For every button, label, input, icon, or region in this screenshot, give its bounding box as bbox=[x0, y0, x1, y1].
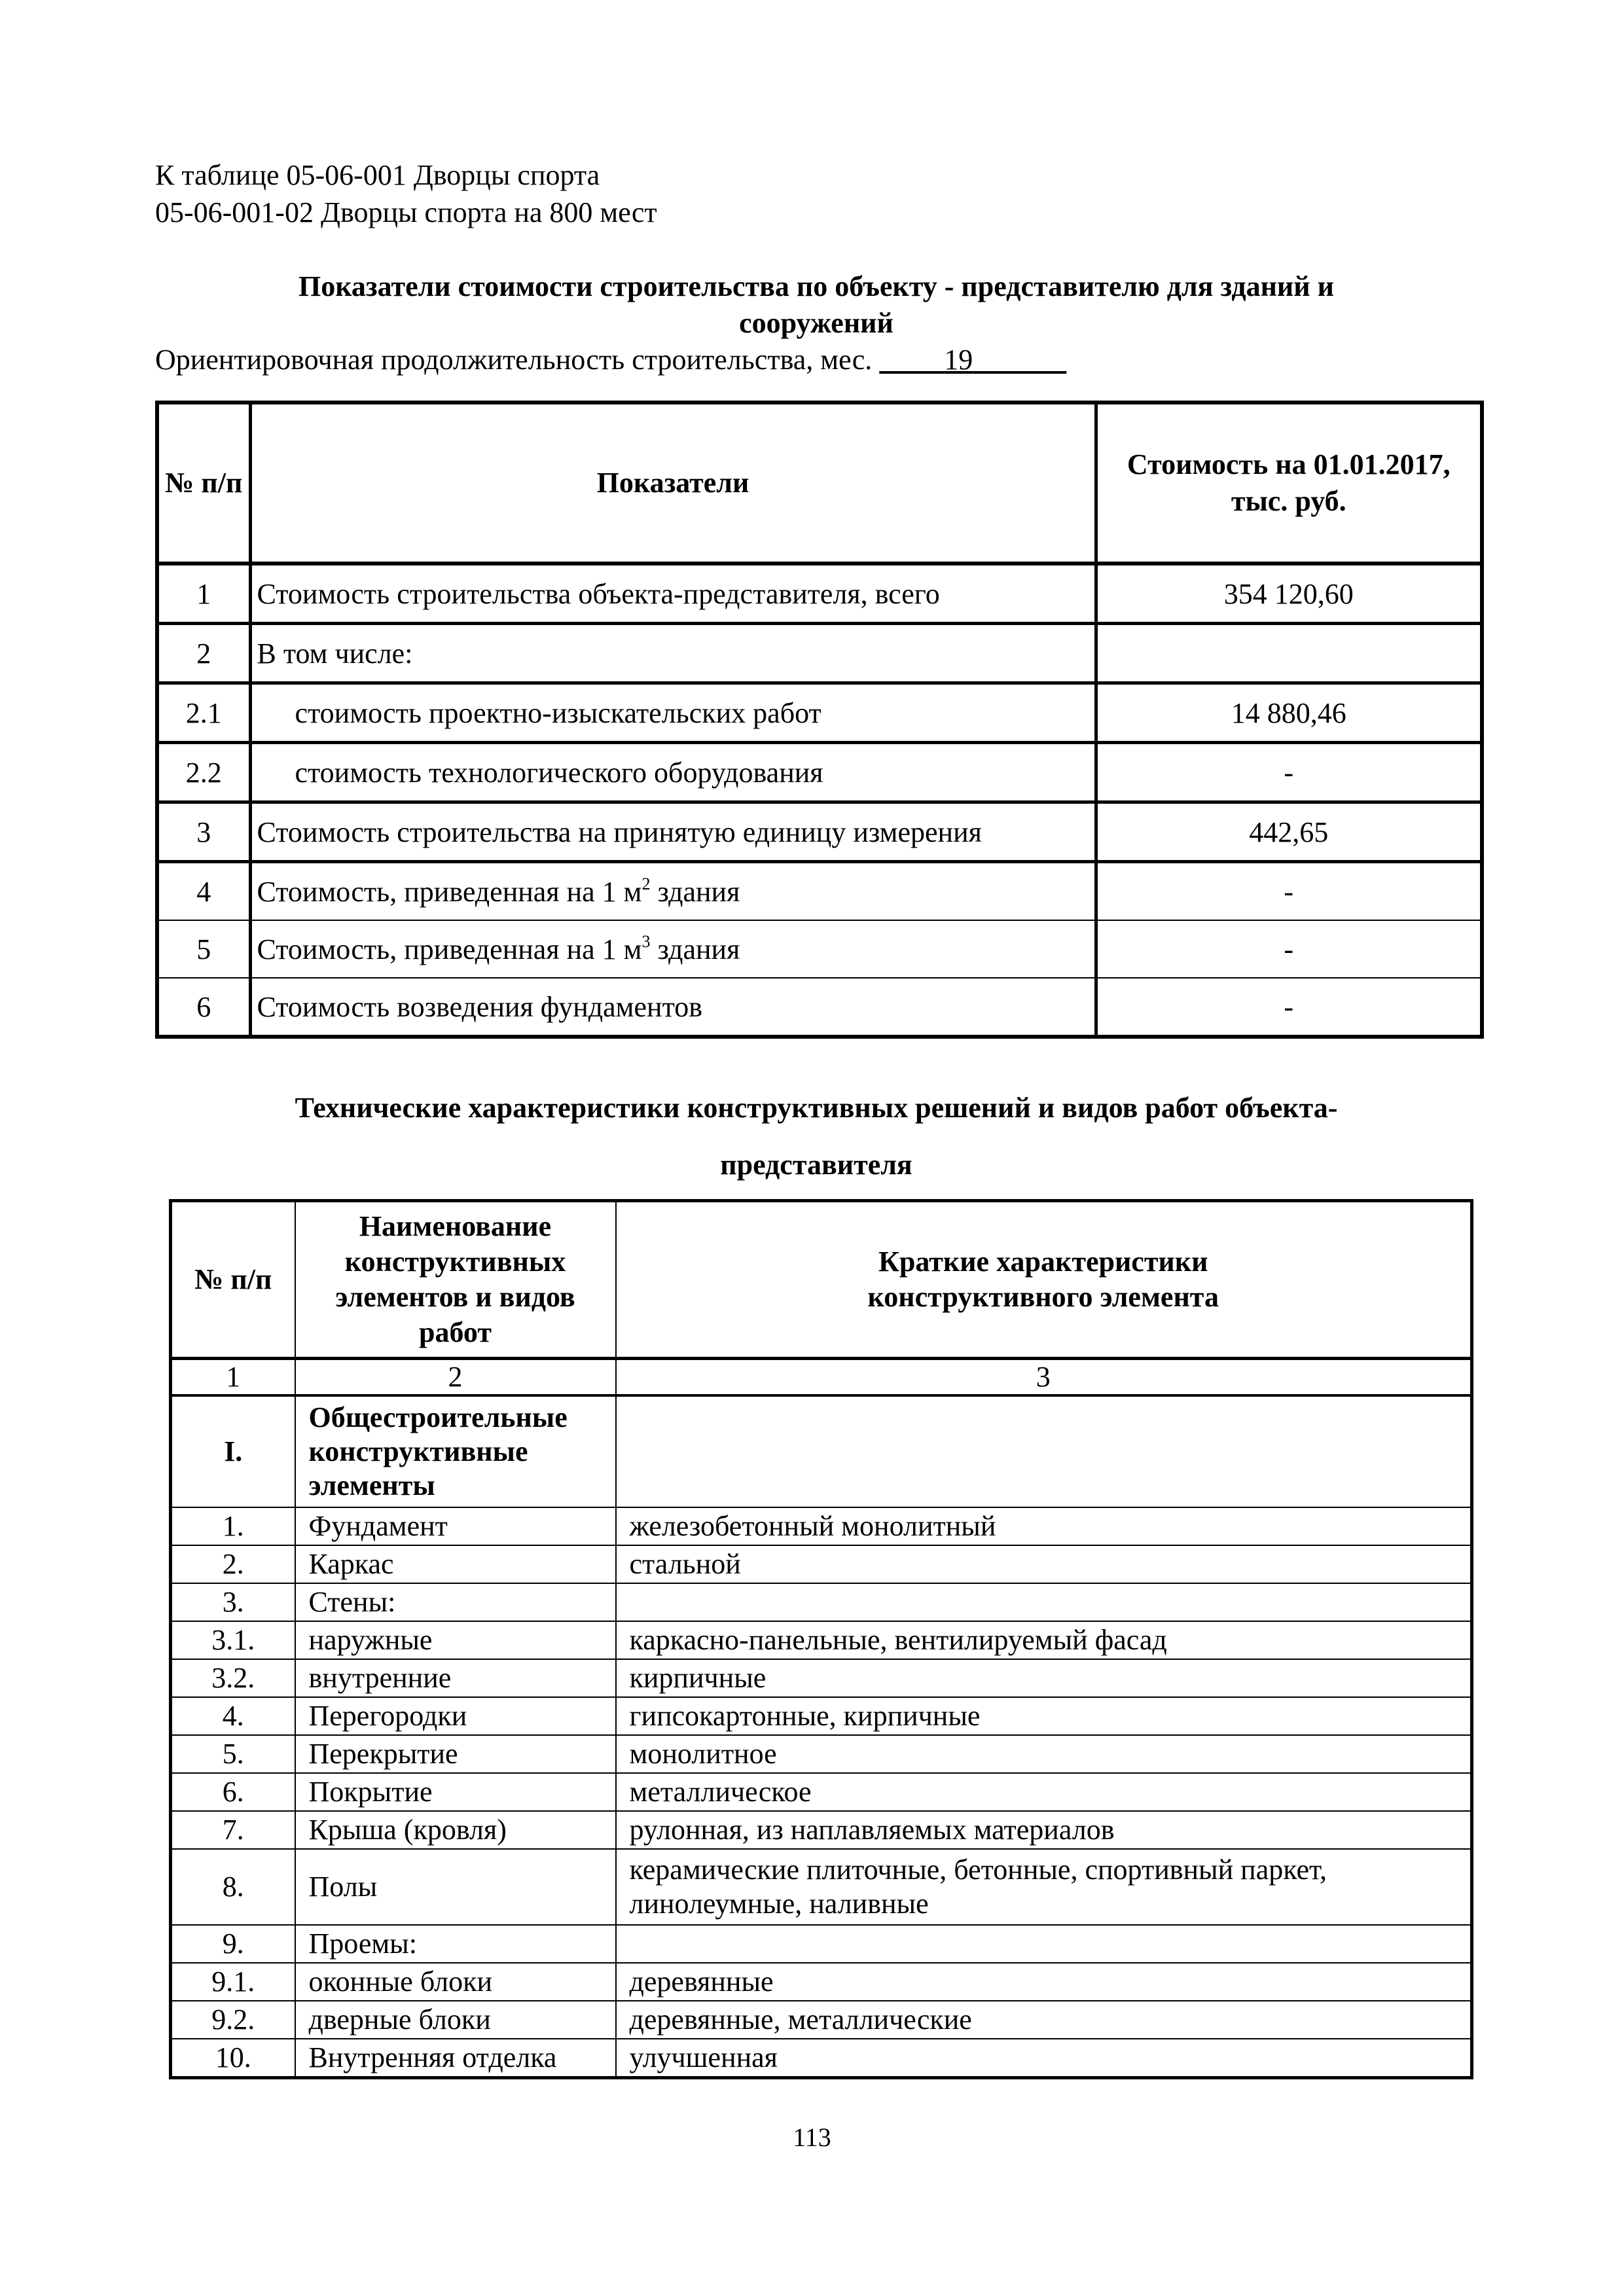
row-name: наружные bbox=[295, 1621, 616, 1659]
section1-title-line1: Показатели стоимости строительства по объекту - представителю для зданий и bbox=[298, 270, 1334, 302]
row-name: Стоимость строительства на принятую единицу измерения bbox=[250, 802, 1096, 862]
column-number-row bbox=[171, 1359, 1472, 1396]
table-row bbox=[171, 1697, 1472, 1735]
table-row bbox=[157, 683, 1482, 743]
row-name: Покрытие bbox=[295, 1773, 616, 1811]
row-desc: монолитное bbox=[616, 1735, 1472, 1773]
row-num: 9.2. bbox=[171, 2001, 295, 2039]
row-desc: деревянные, металлические bbox=[616, 2001, 1472, 2039]
row-name: Стены: bbox=[295, 1583, 616, 1621]
row-value: 14 880,46 bbox=[1096, 683, 1482, 743]
table-row bbox=[171, 1735, 1472, 1773]
row-num: 5. bbox=[171, 1735, 295, 1773]
section1-title-line2: сооружений bbox=[739, 307, 893, 339]
table-row bbox=[171, 1811, 1472, 1849]
row-name: Крыша (кровля) bbox=[295, 1811, 616, 1849]
row-name: стоимость проектно-изыскательских работ bbox=[250, 683, 1096, 743]
row-num: 8. bbox=[171, 1849, 295, 1925]
row-num: 3 bbox=[157, 802, 250, 862]
row-name: Общестроительные конструктивные элементы bbox=[295, 1395, 616, 1507]
table-row bbox=[171, 1545, 1472, 1583]
col-indicator-header: Показатели bbox=[250, 403, 1096, 564]
row-desc: каркасно-панельные, вентилируемый фасад bbox=[616, 1621, 1472, 1659]
col-num-header: № п/п bbox=[171, 1201, 295, 1359]
table-row bbox=[171, 1773, 1472, 1811]
row-name: Внутренняя отделка bbox=[295, 2039, 616, 2078]
table-header-row bbox=[171, 1201, 1472, 1359]
table-row bbox=[157, 978, 1482, 1037]
row-desc: гипсокартонные, кирпичные bbox=[616, 1697, 1472, 1735]
row-desc: керамические плиточные, бетонные, спортивный паркет, линолеумные, наливные bbox=[616, 1849, 1472, 1925]
row-desc bbox=[616, 1583, 1472, 1621]
table-row bbox=[157, 624, 1482, 683]
row-num: 6 bbox=[157, 978, 250, 1037]
row-num: 1. bbox=[171, 1507, 295, 1545]
cost-indicators-table bbox=[155, 401, 1484, 1039]
row-desc bbox=[616, 1395, 1472, 1507]
row-name: внутренние bbox=[295, 1659, 616, 1697]
section2-title-line1: Технические характеристики конструктивных решений и видов работ объекта- bbox=[295, 1092, 1338, 1124]
section-row bbox=[171, 1395, 1472, 1507]
row-name: Перегородки bbox=[295, 1697, 616, 1735]
table-row bbox=[157, 564, 1482, 624]
row-num: 9.1. bbox=[171, 1963, 295, 2001]
table-row bbox=[157, 802, 1482, 862]
row-name: стоимость технологического оборудования bbox=[250, 743, 1096, 802]
table-reference: К таблице 05-06-001 Дворцы спорта bbox=[155, 159, 600, 191]
row-num: 7. bbox=[171, 1811, 295, 1849]
duration-value: 19 bbox=[944, 344, 973, 376]
object-code-title: 05-06-001-02 Дворцы спорта на 800 мест bbox=[155, 196, 657, 228]
row-desc: железобетонный монолитный bbox=[616, 1507, 1472, 1545]
col-number: 3 bbox=[616, 1359, 1472, 1396]
table-row bbox=[171, 2039, 1472, 2078]
duration-label: Ориентировочная продолжительность строительства, мес. bbox=[155, 344, 873, 376]
table-row bbox=[157, 920, 1482, 978]
row-desc: металлическое bbox=[616, 1773, 1472, 1811]
row-name: Стоимость, приведенная на 1 $м^2$ здания bbox=[250, 862, 1096, 921]
row-num: 1 bbox=[157, 564, 250, 624]
row-name: Фундамент bbox=[295, 1507, 616, 1545]
col-cost-header: Стоимость на 01.01.2017, тыс. руб. bbox=[1096, 403, 1482, 564]
row-desc: улучшенная bbox=[616, 2039, 1472, 2078]
table-row bbox=[171, 1583, 1472, 1621]
table-row bbox=[157, 743, 1482, 802]
row-num: 3.2. bbox=[171, 1659, 295, 1697]
page-number: 113 bbox=[793, 2123, 831, 2152]
col-number: 2 bbox=[295, 1359, 616, 1396]
row-name: Проемы: bbox=[295, 1925, 616, 1963]
table-row bbox=[171, 1659, 1472, 1697]
row-num: 2. bbox=[171, 1545, 295, 1583]
table-row bbox=[157, 862, 1482, 921]
table-header-row bbox=[157, 403, 1482, 564]
table-row bbox=[171, 1507, 1472, 1545]
row-num: 4 bbox=[157, 862, 250, 921]
col-element-header: Наименование конструктивных элементов и видов работ bbox=[295, 1201, 616, 1359]
row-num: 2 bbox=[157, 624, 250, 683]
row-value: - bbox=[1096, 862, 1482, 921]
row-value: 442,65 bbox=[1096, 802, 1482, 862]
row-name: В том числе: bbox=[250, 624, 1096, 683]
row-desc: рулонная, из наплавляемых материалов bbox=[616, 1811, 1472, 1849]
table-row bbox=[171, 1621, 1472, 1659]
row-num: 3.1. bbox=[171, 1621, 295, 1659]
table-row bbox=[171, 1925, 1472, 1963]
table-row bbox=[171, 1963, 1472, 2001]
row-value: 354 120,60 bbox=[1096, 564, 1482, 624]
row-name: Перекрытие bbox=[295, 1735, 616, 1773]
row-name: Стоимость возведения фундаментов bbox=[250, 978, 1096, 1037]
row-value: - bbox=[1096, 978, 1482, 1037]
row-name: Полы bbox=[295, 1849, 616, 1925]
table-row bbox=[171, 1849, 1472, 1925]
row-num: 4. bbox=[171, 1697, 295, 1735]
row-desc: деревянные bbox=[616, 1963, 1472, 2001]
row-num: 3. bbox=[171, 1583, 295, 1621]
duration-line bbox=[155, 342, 1066, 378]
row-name: оконные блоки bbox=[295, 1963, 616, 2001]
row-desc bbox=[616, 1925, 1472, 1963]
row-name: Стоимость строительства объекта-представителя, всего bbox=[250, 564, 1096, 624]
row-name: Стоимость, приведенная на 1 $м^3$ здания bbox=[250, 920, 1096, 978]
section2-title-line2: представителя bbox=[720, 1149, 912, 1181]
technical-characteristics-table bbox=[169, 1199, 1473, 2079]
row-num: I. bbox=[171, 1395, 295, 1507]
col-num-header: № п/п bbox=[157, 403, 250, 564]
row-num: 6. bbox=[171, 1773, 295, 1811]
row-value: - bbox=[1096, 743, 1482, 802]
table-row bbox=[171, 2001, 1472, 2039]
row-num: 9. bbox=[171, 1925, 295, 1963]
row-num: 2.1 bbox=[157, 683, 250, 743]
row-name: Каркас bbox=[295, 1545, 616, 1583]
row-value bbox=[1096, 624, 1482, 683]
row-desc: кирпичные bbox=[616, 1659, 1472, 1697]
col-number: 1 bbox=[171, 1359, 295, 1396]
row-name: дверные блоки bbox=[295, 2001, 616, 2039]
row-num: 5 bbox=[157, 920, 250, 978]
row-value: - bbox=[1096, 920, 1482, 978]
col-description-header: Краткие характеристики конструктивного элемента bbox=[616, 1201, 1472, 1359]
row-desc: стальной bbox=[616, 1545, 1472, 1583]
row-num: 2.2 bbox=[157, 743, 250, 802]
row-num: 10. bbox=[171, 2039, 295, 2078]
